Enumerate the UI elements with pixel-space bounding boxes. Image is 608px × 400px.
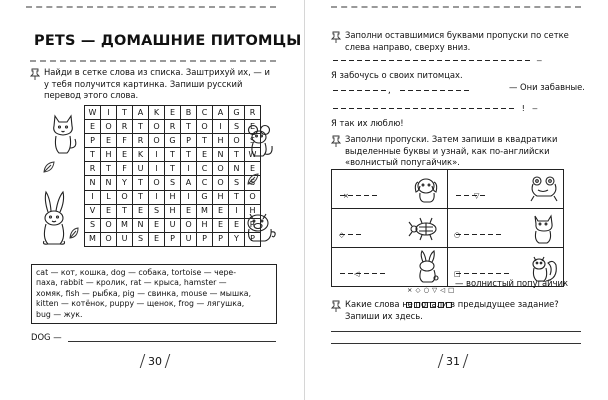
marked-letter: ◇ <box>339 231 345 239</box>
instruction-3: Какие слова не попали в предыдущее задание? Запиши их здесь. <box>345 299 559 321</box>
answer-line-1[interactable] <box>331 331 581 332</box>
grid-cell[interactable]: N <box>85 176 101 190</box>
grid-cell[interactable]: W <box>245 148 261 162</box>
vocabulary-segment: fish <box>65 288 80 298</box>
grid-cell[interactable]: N <box>229 162 245 176</box>
answer-prefix: DOG — <box>31 332 62 342</box>
grid-cell[interactable]: T <box>165 162 181 176</box>
grid-cell[interactable]: E <box>245 120 261 134</box>
answer-line-2[interactable] <box>331 343 581 344</box>
grid-cell[interactable]: E <box>245 162 261 176</box>
grid-cell[interactable]: H <box>197 218 213 232</box>
grid-cell[interactable]: E <box>149 232 165 246</box>
grid-cell[interactable]: A <box>133 106 149 120</box>
cell-bug <box>332 209 448 248</box>
grid-cell[interactable]: U <box>117 232 133 246</box>
grid-cell[interactable]: E <box>165 106 181 120</box>
grid-cell[interactable]: O <box>229 134 245 148</box>
grid-cell[interactable]: N <box>133 218 149 232</box>
page-number: 31 <box>440 354 466 368</box>
grid-cell[interactable]: P <box>85 134 101 148</box>
vocabulary-line <box>36 289 272 299</box>
grid-row <box>85 218 261 232</box>
grid-row <box>85 176 261 190</box>
vocabulary-segment: — собака, <box>125 268 172 277</box>
grid-cell[interactable]: W <box>85 106 101 120</box>
instruction-text: Найди в сетке слова из списка. Заштрихуй их, — и у тебя получится картинка. Запиши русский перевод этого слова. <box>44 67 270 101</box>
pin-icon <box>331 300 341 312</box>
grid-cell[interactable]: E <box>149 218 165 232</box>
grid-cell[interactable]: H <box>213 190 229 204</box>
grid-cell[interactable]: S <box>229 176 245 190</box>
vocabulary-box <box>31 264 277 324</box>
grid-row <box>85 204 261 218</box>
grid-cell[interactable]: O <box>149 120 165 134</box>
grid-cell[interactable]: G <box>197 190 213 204</box>
grid-cell[interactable]: M <box>117 218 133 232</box>
answer-line[interactable] <box>68 341 276 342</box>
mouse-icon <box>245 124 275 160</box>
grid-cell[interactable]: I <box>229 204 245 218</box>
grid-cell[interactable]: O <box>181 218 197 232</box>
grid-cell[interactable]: O <box>117 190 133 204</box>
grid-cell[interactable]: U <box>165 218 181 232</box>
vocabulary-segment: — рыбка, <box>79 288 123 298</box>
grid-cell[interactable]: P <box>197 232 213 246</box>
marked-letter: ○ <box>454 231 461 239</box>
vocabulary-segment: frog <box>178 299 194 309</box>
grid-cell[interactable]: R <box>133 134 149 148</box>
leaf-icon <box>246 172 260 186</box>
grid-cell[interactable]: L <box>101 190 117 204</box>
word-blanks[interactable] <box>338 263 386 282</box>
pig-icon <box>240 208 280 244</box>
grid-cell[interactable]: Y <box>229 232 245 246</box>
cell-rabbit <box>332 248 448 287</box>
grid-cell[interactable]: E <box>117 148 133 162</box>
vocabulary-segment: — жук. <box>50 309 83 319</box>
sentence-2-end: — Они забавные. <box>509 82 585 92</box>
vocabulary-segment: — крыса, <box>141 278 184 288</box>
vocabulary-segment: — свинка, <box>134 288 181 298</box>
grid-cell[interactable]: P <box>181 134 197 148</box>
grid-cell[interactable]: S <box>229 120 245 134</box>
grid-cell[interactable]: N <box>101 176 117 190</box>
leaf-icon <box>68 226 80 240</box>
vocabulary-segment: — чере- <box>201 268 237 277</box>
grid-cell[interactable]: T <box>229 148 245 162</box>
grid-cell[interactable]: O <box>213 176 229 190</box>
grid-cell[interactable]: R <box>245 106 261 120</box>
grid-cell[interactable]: T <box>117 204 133 218</box>
grid-cell[interactable]: O <box>213 162 229 176</box>
grid-cell[interactable]: T <box>133 176 149 190</box>
grid-cell[interactable]: G <box>229 106 245 120</box>
vocabulary-segment: cat <box>36 268 49 277</box>
grid-cell[interactable]: R <box>245 218 261 232</box>
vocabulary-segment: — котёнок, <box>58 299 110 309</box>
grid-cell[interactable]: S <box>149 204 165 218</box>
grid-cell[interactable]: T <box>133 120 149 134</box>
grid-cell[interactable]: T <box>181 120 197 134</box>
grid-cell[interactable]: E <box>213 218 229 232</box>
top-dashed-rule <box>331 6 581 8</box>
grid-cell[interactable]: C <box>197 176 213 190</box>
bug-icon <box>408 215 442 243</box>
grid-cell[interactable]: T <box>165 148 181 162</box>
grid-cell[interactable]: O <box>245 190 261 204</box>
box-symbols: ×◇○▽◁□ <box>407 286 458 294</box>
page-number: 30 <box>142 354 168 368</box>
grid-cell[interactable]: O <box>101 218 117 232</box>
vocabulary-segment: pig <box>122 288 135 298</box>
grid-row <box>85 162 261 176</box>
grid-cell[interactable]: I <box>181 190 197 204</box>
leaf-icon <box>42 160 56 174</box>
grid-cell[interactable]: Y <box>117 176 133 190</box>
grid-cell[interactable]: B <box>181 106 197 120</box>
puppy-icon <box>412 174 442 204</box>
pin-icon <box>331 31 341 43</box>
grid-row <box>85 232 261 246</box>
grid-cell[interactable]: P <box>165 232 181 246</box>
grid-cell[interactable]: O <box>101 120 117 134</box>
grid-cell[interactable]: E <box>85 120 101 134</box>
marked-letter: × <box>343 192 349 200</box>
grid-cell[interactable]: O <box>149 176 165 190</box>
grid-cell[interactable]: F <box>117 134 133 148</box>
grid-cell[interactable]: E <box>213 204 229 218</box>
grid-row <box>85 148 261 162</box>
right-page <box>304 0 608 400</box>
vocabulary-segment: паха, <box>36 278 61 288</box>
grid-cell[interactable]: I <box>149 190 165 204</box>
vocabulary-segment: — мышка, <box>207 288 252 298</box>
vocabulary-segment: kitten <box>36 299 59 309</box>
grid-cell[interactable]: H <box>245 204 261 218</box>
grid-cell[interactable]: H <box>165 190 181 204</box>
grid-cell[interactable]: O <box>101 232 117 246</box>
parakeet-label: — волнистый попугайчик <box>455 278 569 288</box>
blank-row-2[interactable]: , <box>331 86 471 95</box>
vocabulary-line <box>36 278 272 288</box>
grid-cell[interactable]: E <box>229 218 245 232</box>
cell-frog <box>448 170 564 209</box>
vocabulary-segment: hamster <box>183 278 217 288</box>
grid-cell[interactable]: I <box>149 162 165 176</box>
grid-cell[interactable]: M <box>197 204 213 218</box>
blank-row-3[interactable]: ! — <box>331 104 538 113</box>
kitten-icon <box>530 213 558 245</box>
instruction-2: Заполни пропуски. Затем запиши в квадратики выделенные буквы и узнай, как по-английски «волнистый попугайчик». <box>345 134 558 168</box>
grid-cell[interactable]: A <box>213 106 229 120</box>
grid-cell[interactable]: S <box>245 176 261 190</box>
grid-cell[interactable]: P <box>213 232 229 246</box>
grid-cell[interactable]: T <box>197 134 213 148</box>
marked-letter: □ <box>454 270 461 278</box>
grid-cell[interactable]: O <box>149 134 165 148</box>
grid-row <box>85 134 261 148</box>
top-dashed-rule <box>26 6 276 8</box>
vocabulary-segment: puppy <box>109 299 135 309</box>
grid-cell[interactable]: H <box>213 134 229 148</box>
grid-cell[interactable]: K <box>133 148 149 162</box>
rabbit-icon <box>36 190 72 248</box>
word-blanks[interactable] <box>454 185 486 204</box>
vocabulary-segment: — лягушка, <box>194 299 245 309</box>
vocabulary-segment: — кот, кошка, <box>48 268 111 277</box>
vocabulary-segment: rat <box>130 278 142 288</box>
vocabulary-segment: — кролик, <box>83 278 131 288</box>
grid-cell[interactable]: H <box>101 148 117 162</box>
cell-kitten <box>448 209 564 248</box>
pets-table <box>331 169 564 287</box>
vocabulary-line <box>36 268 272 278</box>
grid-cell[interactable]: T <box>181 148 197 162</box>
vocabulary-segment: — <box>216 278 227 288</box>
grid-cell[interactable]: A <box>181 176 197 190</box>
grid-cell[interactable]: K <box>149 106 165 120</box>
vocabulary-segment: хомяк, <box>36 288 66 298</box>
grid-cell[interactable]: M <box>85 232 101 246</box>
marked-letter: ▽ <box>474 192 480 200</box>
vocabulary-segment: mouse <box>181 288 208 298</box>
page-title: PETS — ДОМАШНИЕ ПИТОМЦЫ <box>34 33 302 49</box>
grid-cell[interactable]: F <box>117 162 133 176</box>
frog-icon <box>528 174 560 204</box>
vocabulary-line <box>36 310 272 320</box>
grid-cell[interactable]: T <box>117 106 133 120</box>
grid-cell[interactable]: I <box>85 190 101 204</box>
grid-cell[interactable]: N <box>213 148 229 162</box>
word-blanks[interactable] <box>454 224 502 243</box>
grid-row <box>85 120 261 134</box>
grid-cell[interactable]: G <box>165 134 181 148</box>
grid-cell[interactable]: V <box>85 204 101 218</box>
grid-cell[interactable]: S <box>165 176 181 190</box>
vocabulary-segment: rabbit <box>60 278 84 288</box>
grid-cell[interactable]: R <box>165 120 181 134</box>
grid-cell[interactable]: T <box>133 190 149 204</box>
grid-cell[interactable]: S <box>85 218 101 232</box>
grid-cell[interactable]: I <box>181 162 197 176</box>
grid-row <box>85 190 261 204</box>
grid-cell[interactable]: P <box>245 232 261 246</box>
grid-cell[interactable]: S <box>245 134 261 148</box>
grid-cell[interactable]: I <box>101 106 117 120</box>
grid-cell[interactable]: S <box>133 232 149 246</box>
cat-icon <box>47 112 79 156</box>
sentence-1: Я забочусь о своих питомцах. <box>331 70 463 80</box>
bunny-icon <box>414 250 442 284</box>
grid-cell[interactable]: T <box>85 148 101 162</box>
title-dashed-rule <box>30 60 276 62</box>
grid-cell[interactable]: C <box>197 106 213 120</box>
instruction-1: Заполни оставшимися буквами пропуски по сетке слева направо, сверху вниз. <box>345 30 569 52</box>
grid-cell[interactable]: T <box>229 190 245 204</box>
grid-cell[interactable]: E <box>181 204 197 218</box>
word-search-grid <box>84 105 261 247</box>
marked-letter: ◁ <box>354 270 360 278</box>
grid-cell[interactable]: E <box>133 204 149 218</box>
grid-cell[interactable]: E <box>101 134 117 148</box>
pin-icon <box>331 135 341 147</box>
grid-cell[interactable]: T <box>101 162 117 176</box>
pin-icon <box>30 68 40 80</box>
grid-cell[interactable]: E <box>197 148 213 162</box>
vocabulary-segment: — щенок, <box>134 299 179 309</box>
grid-cell[interactable]: I <box>149 148 165 162</box>
grid-cell[interactable]: E <box>101 204 117 218</box>
grid-cell[interactable]: O <box>197 120 213 134</box>
grid-cell[interactable]: H <box>165 204 181 218</box>
grid-cell[interactable]: R <box>85 162 101 176</box>
vocabulary-line <box>36 299 272 309</box>
vocabulary-segment: dog <box>110 268 126 277</box>
grid-cell[interactable]: I <box>213 120 229 134</box>
vocabulary-segment: bug <box>36 309 51 319</box>
sentence-3: Я так их люблю! <box>331 118 404 128</box>
grid-cell[interactable]: C <box>197 162 213 176</box>
blank-row-1[interactable]: — <box>331 56 543 65</box>
grid-cell[interactable]: R <box>117 120 133 134</box>
grid-row <box>85 106 261 120</box>
grid-cell[interactable]: U <box>181 232 197 246</box>
grid-cell[interactable]: U <box>133 162 149 176</box>
vocabulary-segment: tortoise <box>171 268 202 277</box>
cell-puppy <box>332 170 448 209</box>
